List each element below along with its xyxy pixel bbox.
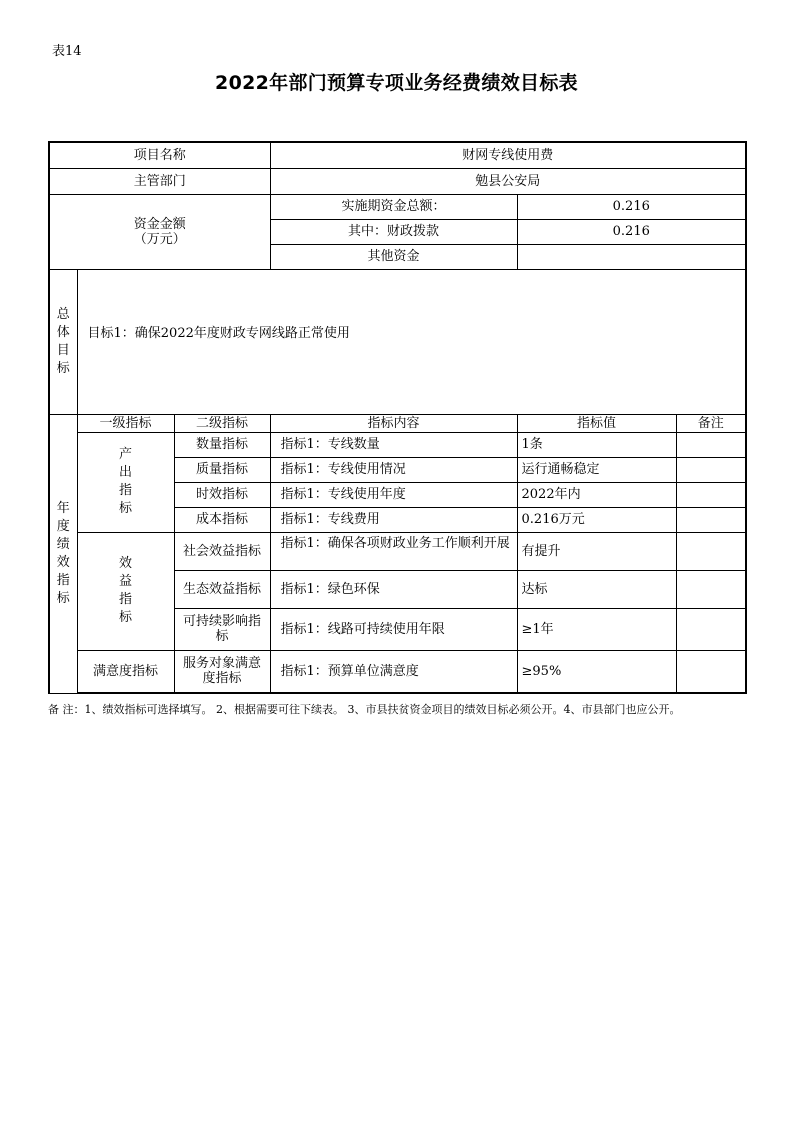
content-cell: 指标1：专线使用情况 <box>270 457 517 482</box>
remark-cell <box>676 432 746 457</box>
project-name-value: 财网专线使用费 <box>270 142 746 168</box>
benefit-indicators-label <box>77 532 174 650</box>
overall-goal-char: 总 <box>56 306 70 322</box>
remark-cell <box>676 507 746 532</box>
fiscal-funds-label: 其中：财政拨款 <box>270 219 517 244</box>
overall-goal-text: 目标1：确保2022年度财政专网线路正常使用 <box>77 269 746 414</box>
annual-label-char: 指 <box>56 572 70 588</box>
funds-label-cell <box>49 194 270 269</box>
value-cell: 运行通畅稳定 <box>517 457 676 482</box>
remark-cell <box>676 650 746 693</box>
project-name-label: 项目名称 <box>49 142 270 168</box>
level2-cell: 成本指标 <box>174 507 270 532</box>
benefit-label-char: 标 <box>118 610 132 625</box>
annual-label-char: 度 <box>56 518 70 534</box>
output-label-char: 出 <box>118 465 132 480</box>
annual-label-char: 年 <box>56 500 70 516</box>
output-indicators-label <box>77 432 174 532</box>
department-label: 主管部门 <box>49 168 270 194</box>
value-cell: 有提升 <box>517 532 676 570</box>
annual-label-char: 标 <box>56 590 70 606</box>
page-title: 2022年部门预算专项业务经费绩效目标表 <box>215 72 578 94</box>
annual-indicators-label <box>49 414 77 693</box>
value-cell: 达标 <box>517 570 676 608</box>
content-cell: 指标1：专线使用年度 <box>270 482 517 507</box>
output-label-char: 产 <box>118 447 132 462</box>
funds-unit: （万元） <box>133 231 186 247</box>
benefit-label-char: 效 <box>118 556 132 571</box>
remark-cell <box>676 457 746 482</box>
level2-cell: 可持续影响指标 <box>174 608 270 650</box>
annual-label-char: 效 <box>56 554 70 570</box>
content-cell: 指标1：绿色环保 <box>270 570 517 608</box>
level2-cell: 生态效益指标 <box>174 570 270 608</box>
output-label-char: 指 <box>118 483 132 498</box>
header-content: 指标内容 <box>270 414 517 432</box>
remark-cell <box>676 570 746 608</box>
performance-target-table <box>48 141 747 694</box>
satisfaction-label: 满意度指标 <box>77 650 174 693</box>
total-funds-label: 实施期资金总额： <box>270 194 517 219</box>
level2-cell: 社会效益指标 <box>174 532 270 570</box>
content-cell: 指标1：预算单位满意度 <box>270 650 517 693</box>
remark-cell <box>676 482 746 507</box>
header-level1: 一级指标 <box>77 414 174 432</box>
header-remark: 备注 <box>676 414 746 432</box>
value-cell: ≥95% <box>517 650 676 693</box>
level2-cell: 数量指标 <box>174 432 270 457</box>
table-number: 表14 <box>52 44 82 59</box>
overall-goal-char: 标 <box>56 360 70 376</box>
other-funds-value <box>517 244 746 269</box>
remark-cell <box>676 532 746 570</box>
level2-cell: 服务对象满意度指标 <box>174 650 270 693</box>
output-label-char: 标 <box>118 501 132 516</box>
value-cell: ≥1年 <box>517 608 676 650</box>
benefit-label-char: 益 <box>118 574 132 589</box>
benefit-label-char: 指 <box>118 592 132 607</box>
overall-goal-label <box>49 269 77 414</box>
overall-goal-char: 体 <box>56 324 70 340</box>
header-value: 指标值 <box>517 414 676 432</box>
funds-label: 资金金额 <box>133 216 186 232</box>
footnote: 备 注：1、绩效指标可选择填写。 2、根据需要可往下续表。 3、市县扶贫资金项目的绩效目标必须公开。4、市县部门也应公开。 <box>48 703 681 716</box>
value-cell: 1条 <box>517 432 676 457</box>
overall-goal-char: 目 <box>56 342 70 358</box>
table-row <box>49 650 746 693</box>
fiscal-funds-value: 0.216 <box>517 219 746 244</box>
table-row <box>49 432 746 457</box>
table-row <box>49 532 746 570</box>
department-value: 勉县公安局 <box>270 168 746 194</box>
value-cell: 0.216万元 <box>517 507 676 532</box>
header-level2: 二级指标 <box>174 414 270 432</box>
total-funds-value: 0.216 <box>517 194 746 219</box>
annual-label-char: 绩 <box>56 536 70 552</box>
other-funds-label: 其他资金 <box>270 244 517 269</box>
remark-cell <box>676 608 746 650</box>
content-cell: 指标1：专线数量 <box>270 432 517 457</box>
content-cell: 指标1：线路可持续使用年限 <box>270 608 517 650</box>
level2-cell: 质量指标 <box>174 457 270 482</box>
content-cell: 指标1：专线费用 <box>270 507 517 532</box>
value-cell: 2022年内 <box>517 482 676 507</box>
content-cell: 指标1：确保各项财政业务工作顺利开展 <box>270 532 517 570</box>
level2-cell: 时效指标 <box>174 482 270 507</box>
